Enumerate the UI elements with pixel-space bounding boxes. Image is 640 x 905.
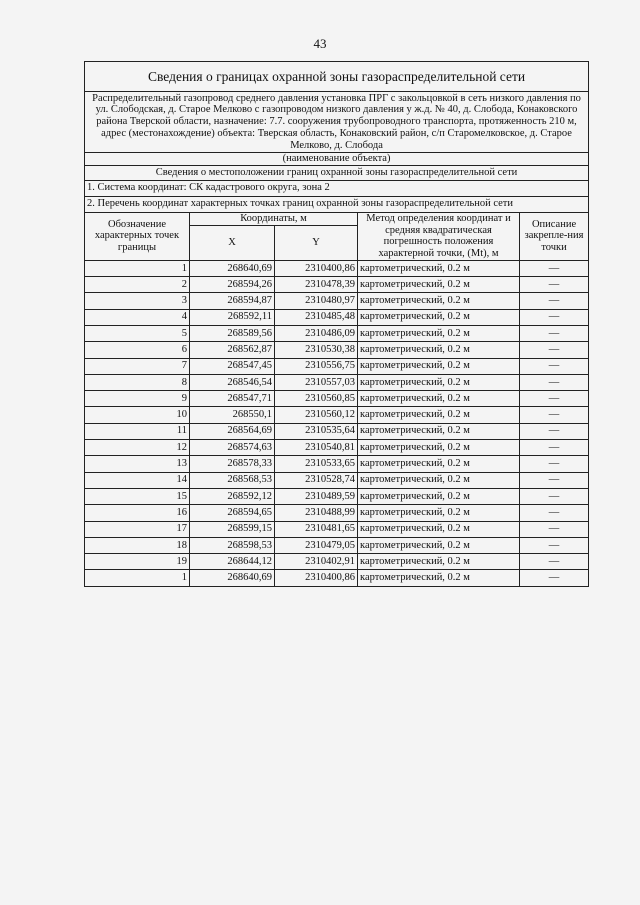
- cell-method: картометрический, 0.2 м: [358, 537, 520, 553]
- table-row: [85, 570, 589, 586]
- cell-point: 19: [85, 554, 190, 570]
- coords-list-heading: 2. Перечень координат характерных точках границ охранной зоны газораспределительной сети: [85, 196, 589, 212]
- cell-point: 17: [85, 521, 190, 537]
- cell-description: —: [520, 440, 589, 456]
- cell-description: —: [520, 407, 589, 423]
- table-row: [85, 456, 589, 472]
- cell-x: 268546,54: [190, 374, 275, 390]
- cell-y: 2310560,85: [275, 391, 358, 407]
- table-row: [85, 554, 589, 570]
- cell-point: 14: [85, 472, 190, 488]
- cell-y: 2310489,59: [275, 488, 358, 504]
- cell-x: 268594,65: [190, 505, 275, 521]
- cell-point: 18: [85, 537, 190, 553]
- table-row: [85, 423, 589, 439]
- cell-point: 3: [85, 293, 190, 309]
- cell-point: 2: [85, 277, 190, 293]
- cell-method: картометрический, 0.2 м: [358, 456, 520, 472]
- cell-method: картометрический, 0.2 м: [358, 374, 520, 390]
- cell-point: 9: [85, 391, 190, 407]
- cell-method: картометрический, 0.2 м: [358, 440, 520, 456]
- page-number: 43: [313, 36, 327, 51]
- cell-x: 268598,53: [190, 537, 275, 553]
- table-row: [85, 391, 589, 407]
- cell-description: —: [520, 554, 589, 570]
- cell-x: 268574,63: [190, 440, 275, 456]
- cell-method: картометрический, 0.2 м: [358, 391, 520, 407]
- cell-x: 268564,69: [190, 423, 275, 439]
- cell-point: 12: [85, 440, 190, 456]
- cell-point: 7: [85, 358, 190, 374]
- cell-method: картометрический, 0.2 м: [358, 358, 520, 374]
- header-point: Обозначение характерных точек границы: [85, 212, 190, 260]
- cell-y: 2310556,75: [275, 358, 358, 374]
- cell-method: картометрический, 0.2 м: [358, 488, 520, 504]
- cell-method: картометрический, 0.2 м: [358, 293, 520, 309]
- cell-x: 268547,71: [190, 391, 275, 407]
- table-row: [85, 325, 589, 341]
- cell-description: —: [520, 374, 589, 390]
- table-row: [85, 488, 589, 504]
- table-row: [85, 277, 589, 293]
- cell-y: 2310557,03: [275, 374, 358, 390]
- cell-description: —: [520, 423, 589, 439]
- cell-description: —: [520, 472, 589, 488]
- cell-x: 268550,1: [190, 407, 275, 423]
- cell-method: картометрический, 0.2 м: [358, 342, 520, 358]
- cell-point: 1: [85, 260, 190, 276]
- table-title: Сведения о границах охранной зоны газораспределительной сети: [85, 62, 589, 92]
- cell-method: картометрический, 0.2 м: [358, 521, 520, 537]
- table-row: [85, 374, 589, 390]
- cell-x: 268644,12: [190, 554, 275, 570]
- table-row: [85, 293, 589, 309]
- table-row: [85, 407, 589, 423]
- cell-x: 268568,53: [190, 472, 275, 488]
- cell-y: 2310479,05: [275, 537, 358, 553]
- object-caption: (наименование объекта): [85, 153, 589, 166]
- header-description: Описание закрепле-ния точки: [520, 212, 589, 260]
- cell-method: картометрический, 0.2 м: [358, 554, 520, 570]
- cell-y: 2310481,65: [275, 521, 358, 537]
- cell-description: —: [520, 277, 589, 293]
- cell-x: 268640,69: [190, 260, 275, 276]
- cell-method: картометрический, 0.2 м: [358, 472, 520, 488]
- cell-description: —: [520, 260, 589, 276]
- cell-description: —: [520, 358, 589, 374]
- location-heading: Сведения о местоположении границ охранной зоны газораспределительной сети: [85, 165, 589, 180]
- table-row: [85, 472, 589, 488]
- header-coordinates: Координаты, м: [190, 212, 358, 225]
- cell-y: 2310478,39: [275, 277, 358, 293]
- cell-y: 2310533,65: [275, 456, 358, 472]
- cell-x: 268592,12: [190, 488, 275, 504]
- cell-method: картометрический, 0.2 м: [358, 260, 520, 276]
- cell-description: —: [520, 570, 589, 586]
- table-row: [85, 440, 589, 456]
- object-description: Распределительный газопровод среднего давления установка ПРГ с закольцовкой в сеть низкого давления по ул. Слободская, д. Старое Мелково с газопроводом низкого давления у ж.д. № 40, д. Слобода, Конаковского района Тверской области, назначение: 7.7. сооружения трубопроводного транспорта, протяженность 210 м, адрес (местонахождение) объекта: Тверская область, Конаковский район, с/п Старомелковское, д. Старое Мелково, д. Слобода: [85, 92, 589, 153]
- cell-y: 2310400,86: [275, 260, 358, 276]
- cell-description: —: [520, 342, 589, 358]
- cell-y: 2310528,74: [275, 472, 358, 488]
- table-row: [85, 521, 589, 537]
- cell-y: 2310488,99: [275, 505, 358, 521]
- cell-y: 2310400,86: [275, 570, 358, 586]
- cell-description: —: [520, 537, 589, 553]
- cell-x: 268640,69: [190, 570, 275, 586]
- cell-method: картометрический, 0.2 м: [358, 309, 520, 325]
- cell-y: 2310486,09: [275, 325, 358, 341]
- cell-method: картометрический, 0.2 м: [358, 423, 520, 439]
- cell-point: 16: [85, 505, 190, 521]
- cell-y: 2310480,97: [275, 293, 358, 309]
- cell-y: 2310530,38: [275, 342, 358, 358]
- cell-point: 15: [85, 488, 190, 504]
- header-x: X: [190, 225, 275, 260]
- cell-x: 268562,87: [190, 342, 275, 358]
- cell-description: —: [520, 309, 589, 325]
- header-method: Метод определения координат и средняя квадратическая погрешность положения характерной точки, (Мt), м: [358, 212, 520, 260]
- cell-point: 5: [85, 325, 190, 341]
- cell-x: 268589,56: [190, 325, 275, 341]
- cell-y: 2310535,64: [275, 423, 358, 439]
- cell-point: 6: [85, 342, 190, 358]
- cell-description: —: [520, 521, 589, 537]
- cell-x: 268592,11: [190, 309, 275, 325]
- cell-point: 11: [85, 423, 190, 439]
- table-row: [85, 537, 589, 553]
- cell-method: картометрический, 0.2 м: [358, 570, 520, 586]
- cell-x: 268594,26: [190, 277, 275, 293]
- cell-y: 2310540,81: [275, 440, 358, 456]
- cell-method: картометрический, 0.2 м: [358, 277, 520, 293]
- cell-description: —: [520, 488, 589, 504]
- cell-y: 2310485,48: [275, 309, 358, 325]
- boundary-table: [84, 61, 589, 587]
- cell-point: 10: [85, 407, 190, 423]
- header-y: Y: [275, 225, 358, 260]
- cell-point: 8: [85, 374, 190, 390]
- table-row: [85, 358, 589, 374]
- cell-point: 13: [85, 456, 190, 472]
- cell-method: картометрический, 0.2 м: [358, 407, 520, 423]
- coordinate-system: 1. Система координат: СК кадастрового округа, зона 2: [85, 180, 589, 196]
- cell-x: 268599,15: [190, 521, 275, 537]
- cell-description: —: [520, 505, 589, 521]
- cell-description: —: [520, 293, 589, 309]
- cell-point: 4: [85, 309, 190, 325]
- cell-description: —: [520, 325, 589, 341]
- table-row: [85, 260, 589, 276]
- table-row: [85, 342, 589, 358]
- cell-y: 2310560,12: [275, 407, 358, 423]
- cell-point: 1: [85, 570, 190, 586]
- cell-x: 268594,87: [190, 293, 275, 309]
- table-row: [85, 309, 589, 325]
- cell-method: картометрический, 0.2 м: [358, 325, 520, 341]
- cell-y: 2310402,91: [275, 554, 358, 570]
- cell-x: 268578,33: [190, 456, 275, 472]
- cell-method: картометрический, 0.2 м: [358, 505, 520, 521]
- cell-description: —: [520, 456, 589, 472]
- cell-x: 268547,45: [190, 358, 275, 374]
- table-row: [85, 505, 589, 521]
- cell-description: —: [520, 391, 589, 407]
